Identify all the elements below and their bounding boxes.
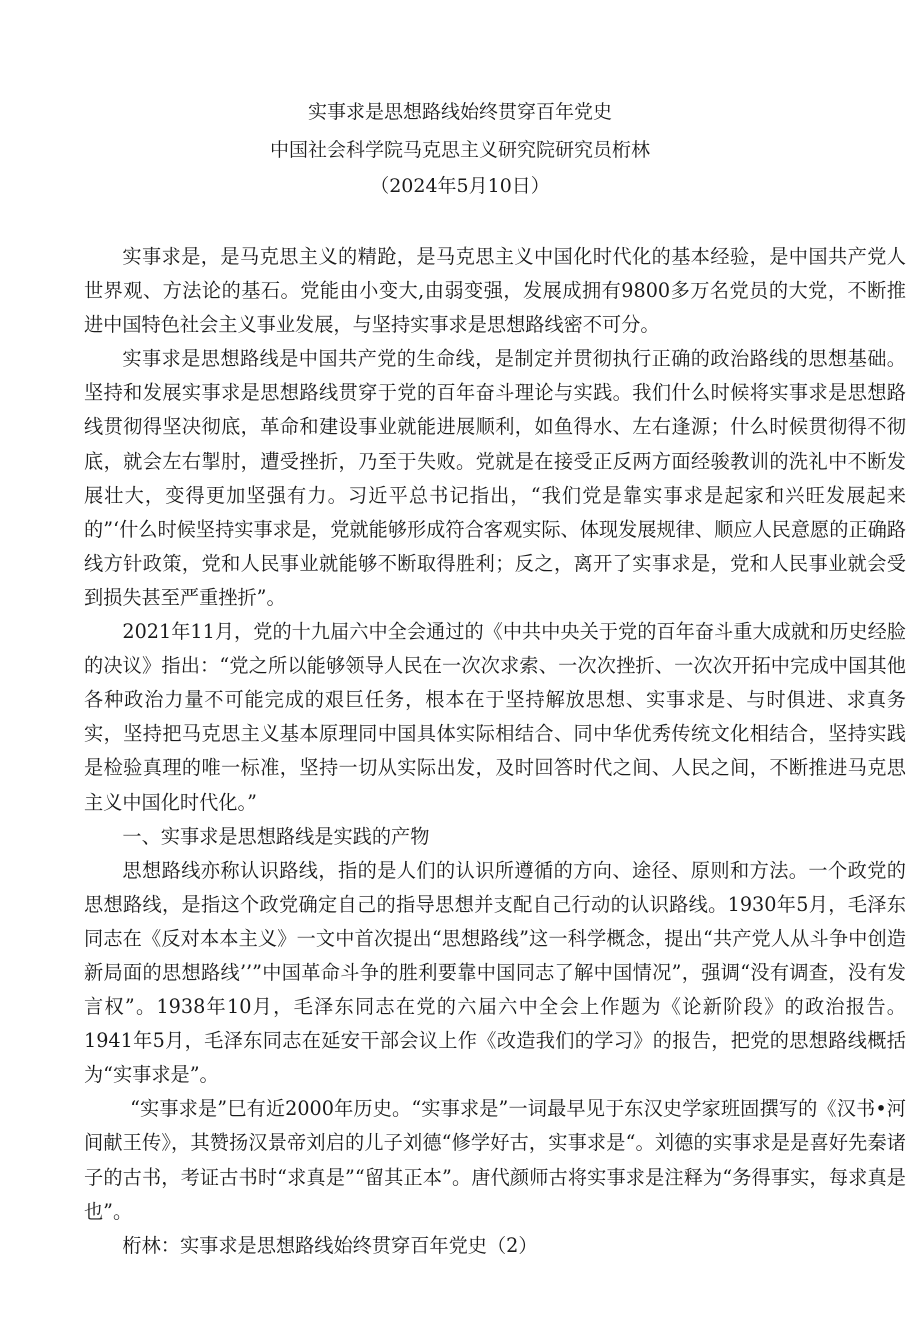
paragraph-3: 2021年11月，党的十九届六中全会通过的《中共中央关于党的百年奋斗重大成就和历史经脸的决议》指出：“党之所以能够领导人民在一次次求索、一次次挫折、一次次开拓中完成中国其他各种政治力量不可能完成的艰巨任务，根本在于坚持解放思想、实事求是、与时俱进、求真务实，坚持把马克思主义基本原理同中国具体实际相结合、同中华优秀传统文化相结合，坚持实践是检验真理的唯一标准，坚持一切从实际出发，及时回答时代之间、人民之间，不断推进马克思主义中国化时代化。”	[84, 620, 906, 814]
document-date: （2024年5月10日）	[370, 175, 550, 197]
paragraph-1: 实事求是，是马克思主义的精跄，是马克思主义中国化时代化的基本经验，是中国共产党人世界观、方法论的基石。党能由小变大,由弱变强，发展成拥有9800多万名党员的大党，不断推进中国特色社会主义事业发展，与坚持实事求是思想路线密不可分。	[84, 245, 906, 337]
document-body	[84, 240, 906, 1263]
paragraph-5: “实事求是”巳有近2000年历史。“实事求是”一词最早见于东汉史学家班固撰写的《汉书•河间献王传》，其赞扬汉景帝刘启的儿子刘德“修学好古，实事求是“。刘德的实事求是是喜好先秦诸子的古书，考证古书时“求真是”“留其正本”。唐代颜师古将实事求是注释为“务得事实，每求真是也”。	[84, 1097, 906, 1223]
continuation-title: 桁林：实事求是思想路线始终贯穿百年党史（2）	[122, 1233, 538, 1257]
document-title: 实事求是思想路线始终贯穿百年党史	[307, 101, 612, 123]
paragraph-4: 思想路线亦称认识路线，指的是人们的认识所遵循的方向、途径、原则和方法。一个政党的思想路线，是指这个政党确定自己的指导思想并支配自己行动的认识路线。1930年5月，毛泽东同志在《反对本本主义》一文中首次提出“思想路线”这一科学概念，提出“共产党人从斗争中创造新局面的思想路线’’”中国革命斗争的胜利要靠中国同志了解中国情况”，强调“没有调查，没有发言权”。1938年10月，毛泽东同志在党的六届六中全会上作题为《论新阶段》的政治报告。1941年5月，毛泽东同志在延安干部会议上作《改造我们的学习》的报告，把党的思想路线概括为“实事求是”。	[84, 858, 906, 1087]
document-author: 中国社会科学院马克思主义研究院研究员桁林	[269, 139, 650, 161]
paragraph-2: 实事求是思想路线是中国共产党的生命线，是制定并贯彻执行正确的政治路线的思想基础。坚持和发展实事求是思想路线贯穿于党的百年奋斗理论与实践。我们什么时候将实事求是思想路线贯彻得坚决彻底，革命和建设事业就能进展顺利，如鱼得水、左右逢源；什么时候贯彻得不彻底，就会左右掣肘，遭受挫折，乃至于失败。党就是在接受正反两方面经骏教训的洗礼中不断发展壮大，变得更加坚强有力。习近平总书记指出，“我们党是靠实事求是起家和兴旺发展起来的”‘什么时候坚持实事求是，党就能够形成符合客观实际、体现发展规律、顺应人民意愿的正确路线方针政策，党和人民事业就能够不断取得胜利；反之，离开了实事求是，党和人民事业就会受到损失甚至严重挫折”。	[84, 347, 906, 609]
section-heading-1: 一、实事求是思想路线是实践的产物	[122, 824, 430, 848]
